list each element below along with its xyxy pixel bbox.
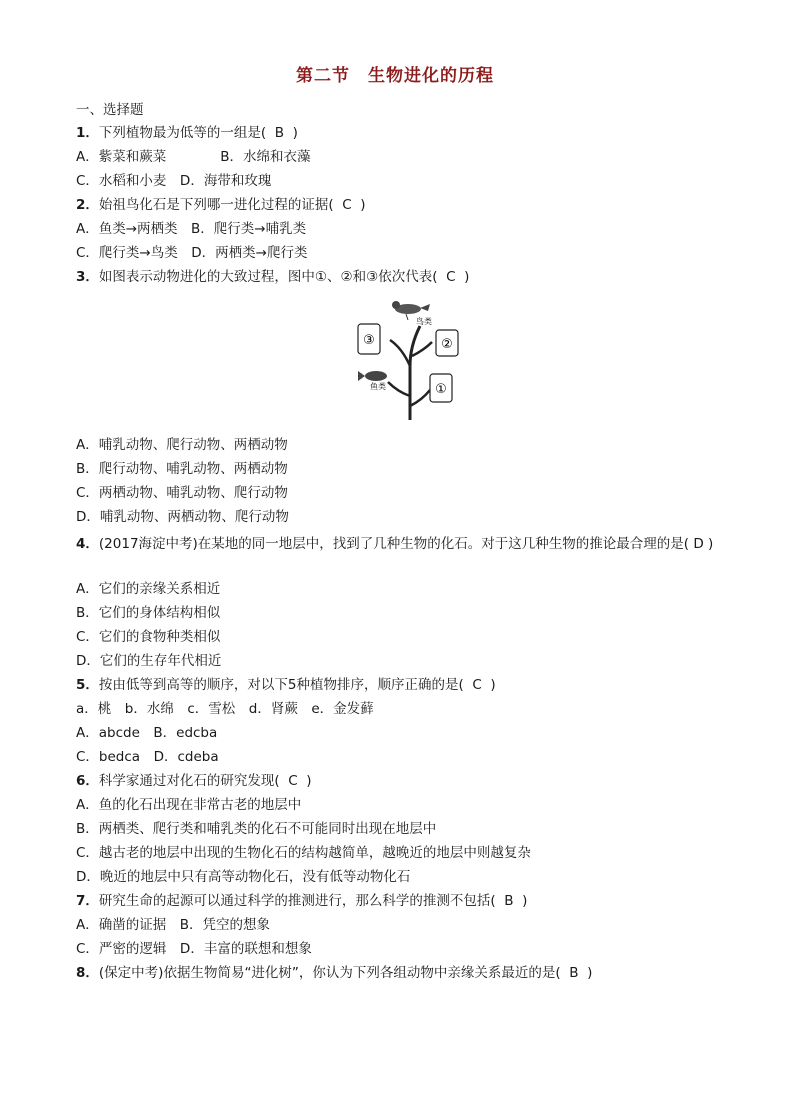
question-5 bbox=[76, 676, 496, 694]
question-3 bbox=[76, 268, 469, 286]
box-3-label: ③ bbox=[363, 333, 375, 348]
option-line: A．它们的亲缘关系相近 bbox=[76, 581, 221, 597]
tree-branch-2 bbox=[412, 342, 432, 356]
question-number: 8． bbox=[76, 965, 99, 981]
option-line: C．越古老的地层中出现的生物化石的结构越简单，越晚近的地层中则越复杂 bbox=[76, 845, 531, 861]
option-line: D．晚近的地层中只有高等动物化石，没有低等动物化石 bbox=[76, 869, 411, 885]
question-number: 7． bbox=[76, 893, 99, 909]
option-line: B．两栖类、爬行类和哺乳类的化石不可能同时出现在地层中 bbox=[76, 821, 437, 837]
question-stem: 始祖鸟化石是下列哪一进化过程的证据( C ) bbox=[98, 197, 366, 213]
option-line: A．abcde B．edcba bbox=[76, 725, 218, 741]
question-7 bbox=[76, 892, 527, 910]
section-heading: 一、选择题 bbox=[76, 102, 144, 118]
question-number: 5． bbox=[76, 677, 99, 693]
question-number: 1． bbox=[76, 125, 99, 141]
question-number: 2． bbox=[76, 197, 99, 213]
question-6 bbox=[76, 772, 312, 790]
box-2-label: ② bbox=[441, 337, 453, 352]
option-line: C．水稻和小麦 D．海带和玫瑰 bbox=[76, 173, 272, 189]
page-title: 第二节 生物进化的历程 bbox=[296, 66, 494, 86]
question-stem: 研究生命的起源可以通过科学的推测进行，那么科学的推测不包括( B ) bbox=[98, 893, 528, 909]
option-line: A．鱼类→两栖类 B．爬行类→哺乳类 bbox=[76, 221, 307, 237]
option-line: a．桃 b．水绵 c．雪松 d．肾蕨 e．金发藓 bbox=[76, 701, 374, 717]
tree-branch-fish bbox=[388, 382, 410, 396]
question-stem: (2017海淀中考)在某地的同一地层中，找到了几种生物的化石。对于这几种生物的推论最合理的是( D ) bbox=[98, 536, 714, 552]
tree-branch-1 bbox=[410, 390, 430, 406]
question-4 bbox=[48, 532, 748, 556]
option-line: C．严密的逻辑 D．丰富的联想和想象 bbox=[76, 941, 312, 957]
option-line: B．爬行动物、哺乳动物、两栖动物 bbox=[76, 461, 288, 477]
box-1-label: ① bbox=[435, 382, 447, 397]
option-line: C．爬行类→鸟类 D．两栖类→爬行类 bbox=[76, 245, 308, 261]
question-number: 6． bbox=[76, 773, 99, 789]
question-stem: 科学家通过对化石的研究发现( C ) bbox=[98, 773, 312, 789]
fish-icon bbox=[358, 371, 387, 381]
option-line: C．bedca D．cdeba bbox=[76, 749, 219, 765]
option-line: A．鱼的化石出现在非常古老的地层中 bbox=[76, 797, 302, 813]
question-stem: (保定中考)依据生物简易“进化树”，你认为下列各组动物中亲缘关系最近的是( B ) bbox=[98, 965, 593, 981]
option-line: C．两栖动物、哺乳动物、爬行动物 bbox=[76, 485, 288, 501]
bird-label: 鸟类 bbox=[416, 317, 432, 326]
question-stem: 如图表示动物进化的大致过程，图中①、②和③依次代表( C ) bbox=[98, 269, 470, 285]
option-line: B．它们的身体结构相似 bbox=[76, 605, 221, 621]
question-1 bbox=[76, 124, 298, 142]
fish-label: 鱼类 bbox=[370, 382, 386, 391]
question-number: 4． bbox=[76, 536, 99, 552]
option-line: A．哺乳动物、爬行动物、两栖动物 bbox=[76, 437, 288, 453]
option-line: A．紫菜和蕨菜 B．水绵和衣藻 bbox=[76, 149, 311, 165]
option-line: D．它们的生存年代相近 bbox=[76, 653, 222, 669]
question-stem: 按由低等到高等的顺序，对以下5种植物排序，顺序正确的是( C ) bbox=[98, 677, 496, 693]
question-stem: 下列植物最为低等的一组是( B ) bbox=[98, 125, 298, 141]
option-line: D．哺乳动物、两栖动物、爬行动物 bbox=[76, 509, 289, 525]
evolution-tree-figure bbox=[350, 296, 470, 426]
tree-branch-left bbox=[390, 340, 410, 366]
question-8 bbox=[76, 964, 592, 982]
option-line: A．确凿的证据 B．凭空的想象 bbox=[76, 917, 270, 933]
question-2 bbox=[76, 196, 366, 214]
option-line: C．它们的食物种类相似 bbox=[76, 629, 221, 645]
question-number: 3． bbox=[76, 269, 99, 285]
